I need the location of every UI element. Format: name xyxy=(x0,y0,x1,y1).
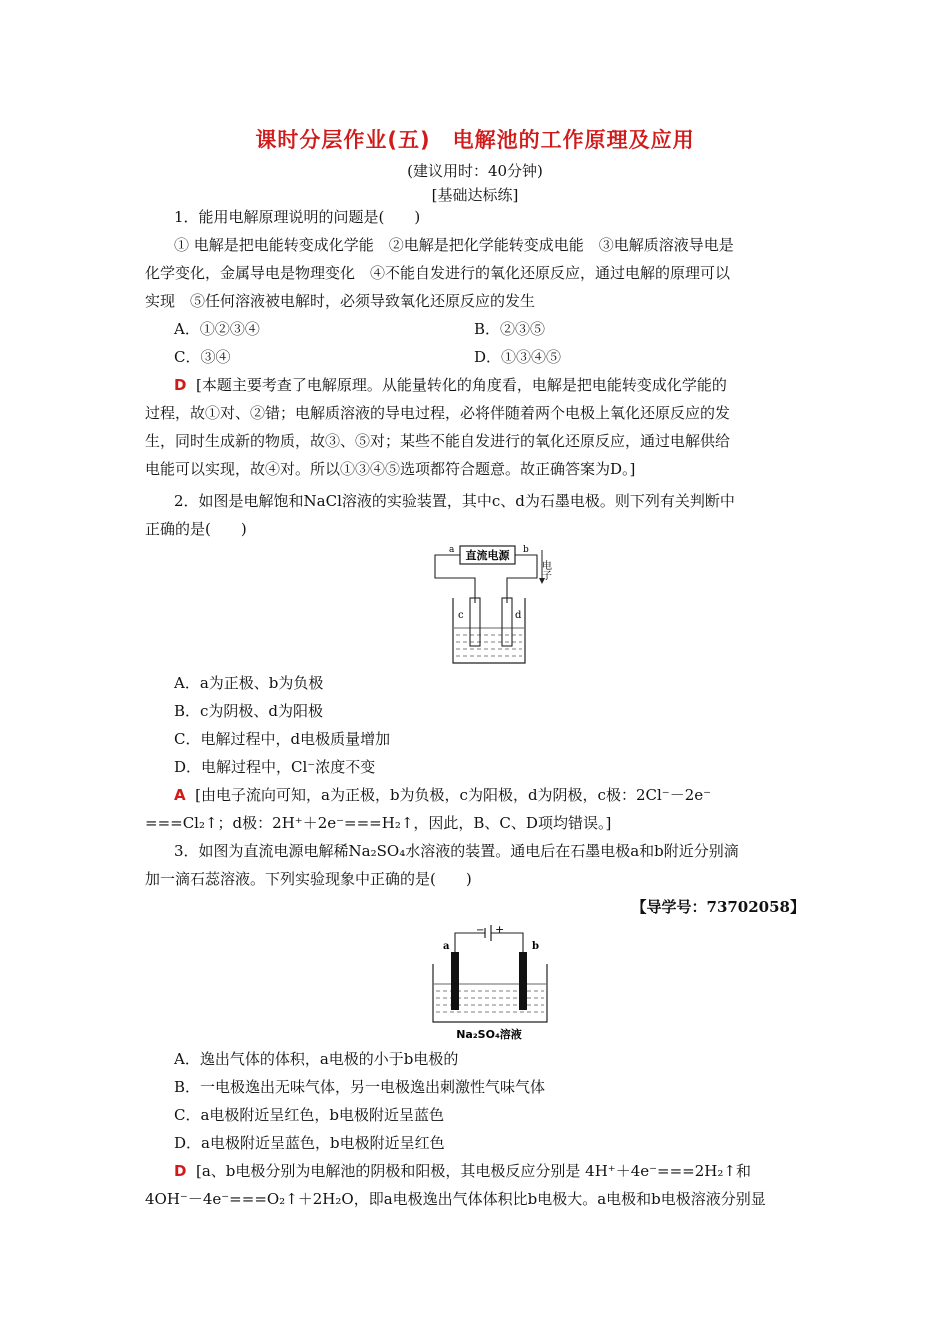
q2-stem: 正确的是( ) xyxy=(145,520,247,538)
electron-label: 电子 xyxy=(539,560,551,580)
q1-explanation-text: [本题主要考查了电解原理。从能量转化的角度看，电解是把电能转变成化学能的 xyxy=(196,376,727,394)
q3-answer: D xyxy=(174,1162,187,1180)
guide-number: 【导学号：73702058】 xyxy=(631,898,805,916)
electrode-b-label: b xyxy=(532,941,539,952)
q3-stem: 3．如图为直流电源电解稀Na₂SO₄水溶液的装置。通电后在石墨电极a和b附近分别滴 xyxy=(174,842,739,860)
q3-explanation-line: 4OH⁻－4e⁻===O₂↑＋2H₂O，即a电极逸出气体体积比b电极大。a电极和b电极溶液分别显 xyxy=(145,1190,766,1208)
q2-option-b: B．c为阴极、d为阳极 xyxy=(174,702,324,720)
electrode-a-label: a xyxy=(443,941,450,952)
q3-explanation-text: [a、b电极分别为电解池的阴极和阳极，其电极反应分别是 4H⁺＋4e⁻===2H₂↑和 xyxy=(196,1162,751,1180)
battery-minus-label: − xyxy=(476,925,485,936)
q1-explanation-line xyxy=(174,374,727,396)
q3-option-d: D．a电极附近呈蓝色，b电极附近呈红色 xyxy=(174,1134,445,1152)
electrode-b xyxy=(519,952,527,1010)
q3-option-c: C．a电极附近呈红色，b电极附近呈蓝色 xyxy=(174,1106,445,1124)
q2-option-c: C．电解过程中，d电极质量增加 xyxy=(174,730,391,748)
q2-option-a: A．a为正极、b为负极 xyxy=(174,674,324,692)
electrode-c-label: c xyxy=(458,610,464,621)
q3-option-b: B．一电极逸出无味气体，另一电极逸出刺激性气味气体 xyxy=(174,1078,546,1096)
q1-explanation-line: 电能可以实现，故④对。所以①③④⑤选项都符合题意。故正确答案为D。] xyxy=(145,460,636,478)
q2-option-d: D．电解过程中，Cl⁻浓度不变 xyxy=(174,758,376,776)
q1-option-b: B．②③⑤ xyxy=(474,320,546,338)
electrode-d-label: d xyxy=(515,610,522,621)
q1-answer: D xyxy=(174,376,187,394)
q2-stem: 2．如图是电解饱和NaCl溶液的实验装置，其中c、d为石墨电极。则下列有关判断中 xyxy=(174,492,735,510)
q2-explanation-line: ===Cl₂↑；d极：2H⁺＋2e⁻===H₂↑，因此，B、C、D项均错误。] xyxy=(145,814,612,832)
q3-electrolysis-diagram xyxy=(425,922,560,1044)
q3-option-a: A．逸出气体的体积，a电极的小于b电极的 xyxy=(174,1050,459,1068)
beaker xyxy=(433,964,547,1022)
battery-plus-label: + xyxy=(495,923,505,936)
electrode-a xyxy=(451,952,459,1010)
page-title: 课时分层作业(五) 电解池的工作原理及应用 xyxy=(255,128,695,152)
q3-explanation-line xyxy=(174,1160,751,1182)
beaker xyxy=(453,598,525,663)
q1-option-c: C．③④ xyxy=(174,348,231,366)
q2-explanation-line xyxy=(174,784,711,806)
q1-body-line: 实现 ⑤任何溶液被电解时，必须导致氧化还原反应的发生 xyxy=(145,292,536,310)
q1-option-a: A．①②③④ xyxy=(174,320,260,338)
q1-explanation-line: 过程，故①对、②错；电解质溶液的导电过程，必将伴随着两个电极上氧化还原反应的发 xyxy=(145,404,731,422)
terminal-a-label: a xyxy=(449,545,455,555)
section-heading: [基础达标练] xyxy=(431,186,519,204)
q1-body-line: 化学变化，金属导电是物理变化 ④不能自发进行的氧化还原反应，通过电解的原理可以 xyxy=(145,264,731,282)
q2-answer: A xyxy=(174,786,186,804)
q2-electrolysis-diagram xyxy=(425,538,565,668)
dc-power-source-label: 直流电源 xyxy=(465,549,510,562)
q1-stem: 1．能用电解原理说明的问题是( ) xyxy=(174,208,421,226)
q1-body-line: ① 电解是把电能转变成化学能 ②电解是把化学能转变成电能 ③电解质溶液导电是 xyxy=(174,236,734,254)
suggested-time: (建议用时：40分钟) xyxy=(407,162,543,180)
q2-explanation-text: [由电子流向可知，a为正极，b为负极，c为阳极，d为阴极，c极：2Cl⁻－2e⁻ xyxy=(195,786,712,804)
q1-explanation-line: 生，同时生成新的物质，故③、⑤对；某些不能自发进行的氧化还原反应，通过电解供给 xyxy=(145,432,731,450)
terminal-b-label: b xyxy=(523,545,529,555)
solution-label: Na₂SO₄溶液 xyxy=(456,1028,522,1041)
q1-option-d: D．①③④⑤ xyxy=(474,348,562,366)
q3-stem: 加一滴石蕊溶液。下列实验现象中正确的是( ) xyxy=(145,870,472,888)
electrode-c xyxy=(470,598,480,646)
electrode-d xyxy=(502,598,512,646)
